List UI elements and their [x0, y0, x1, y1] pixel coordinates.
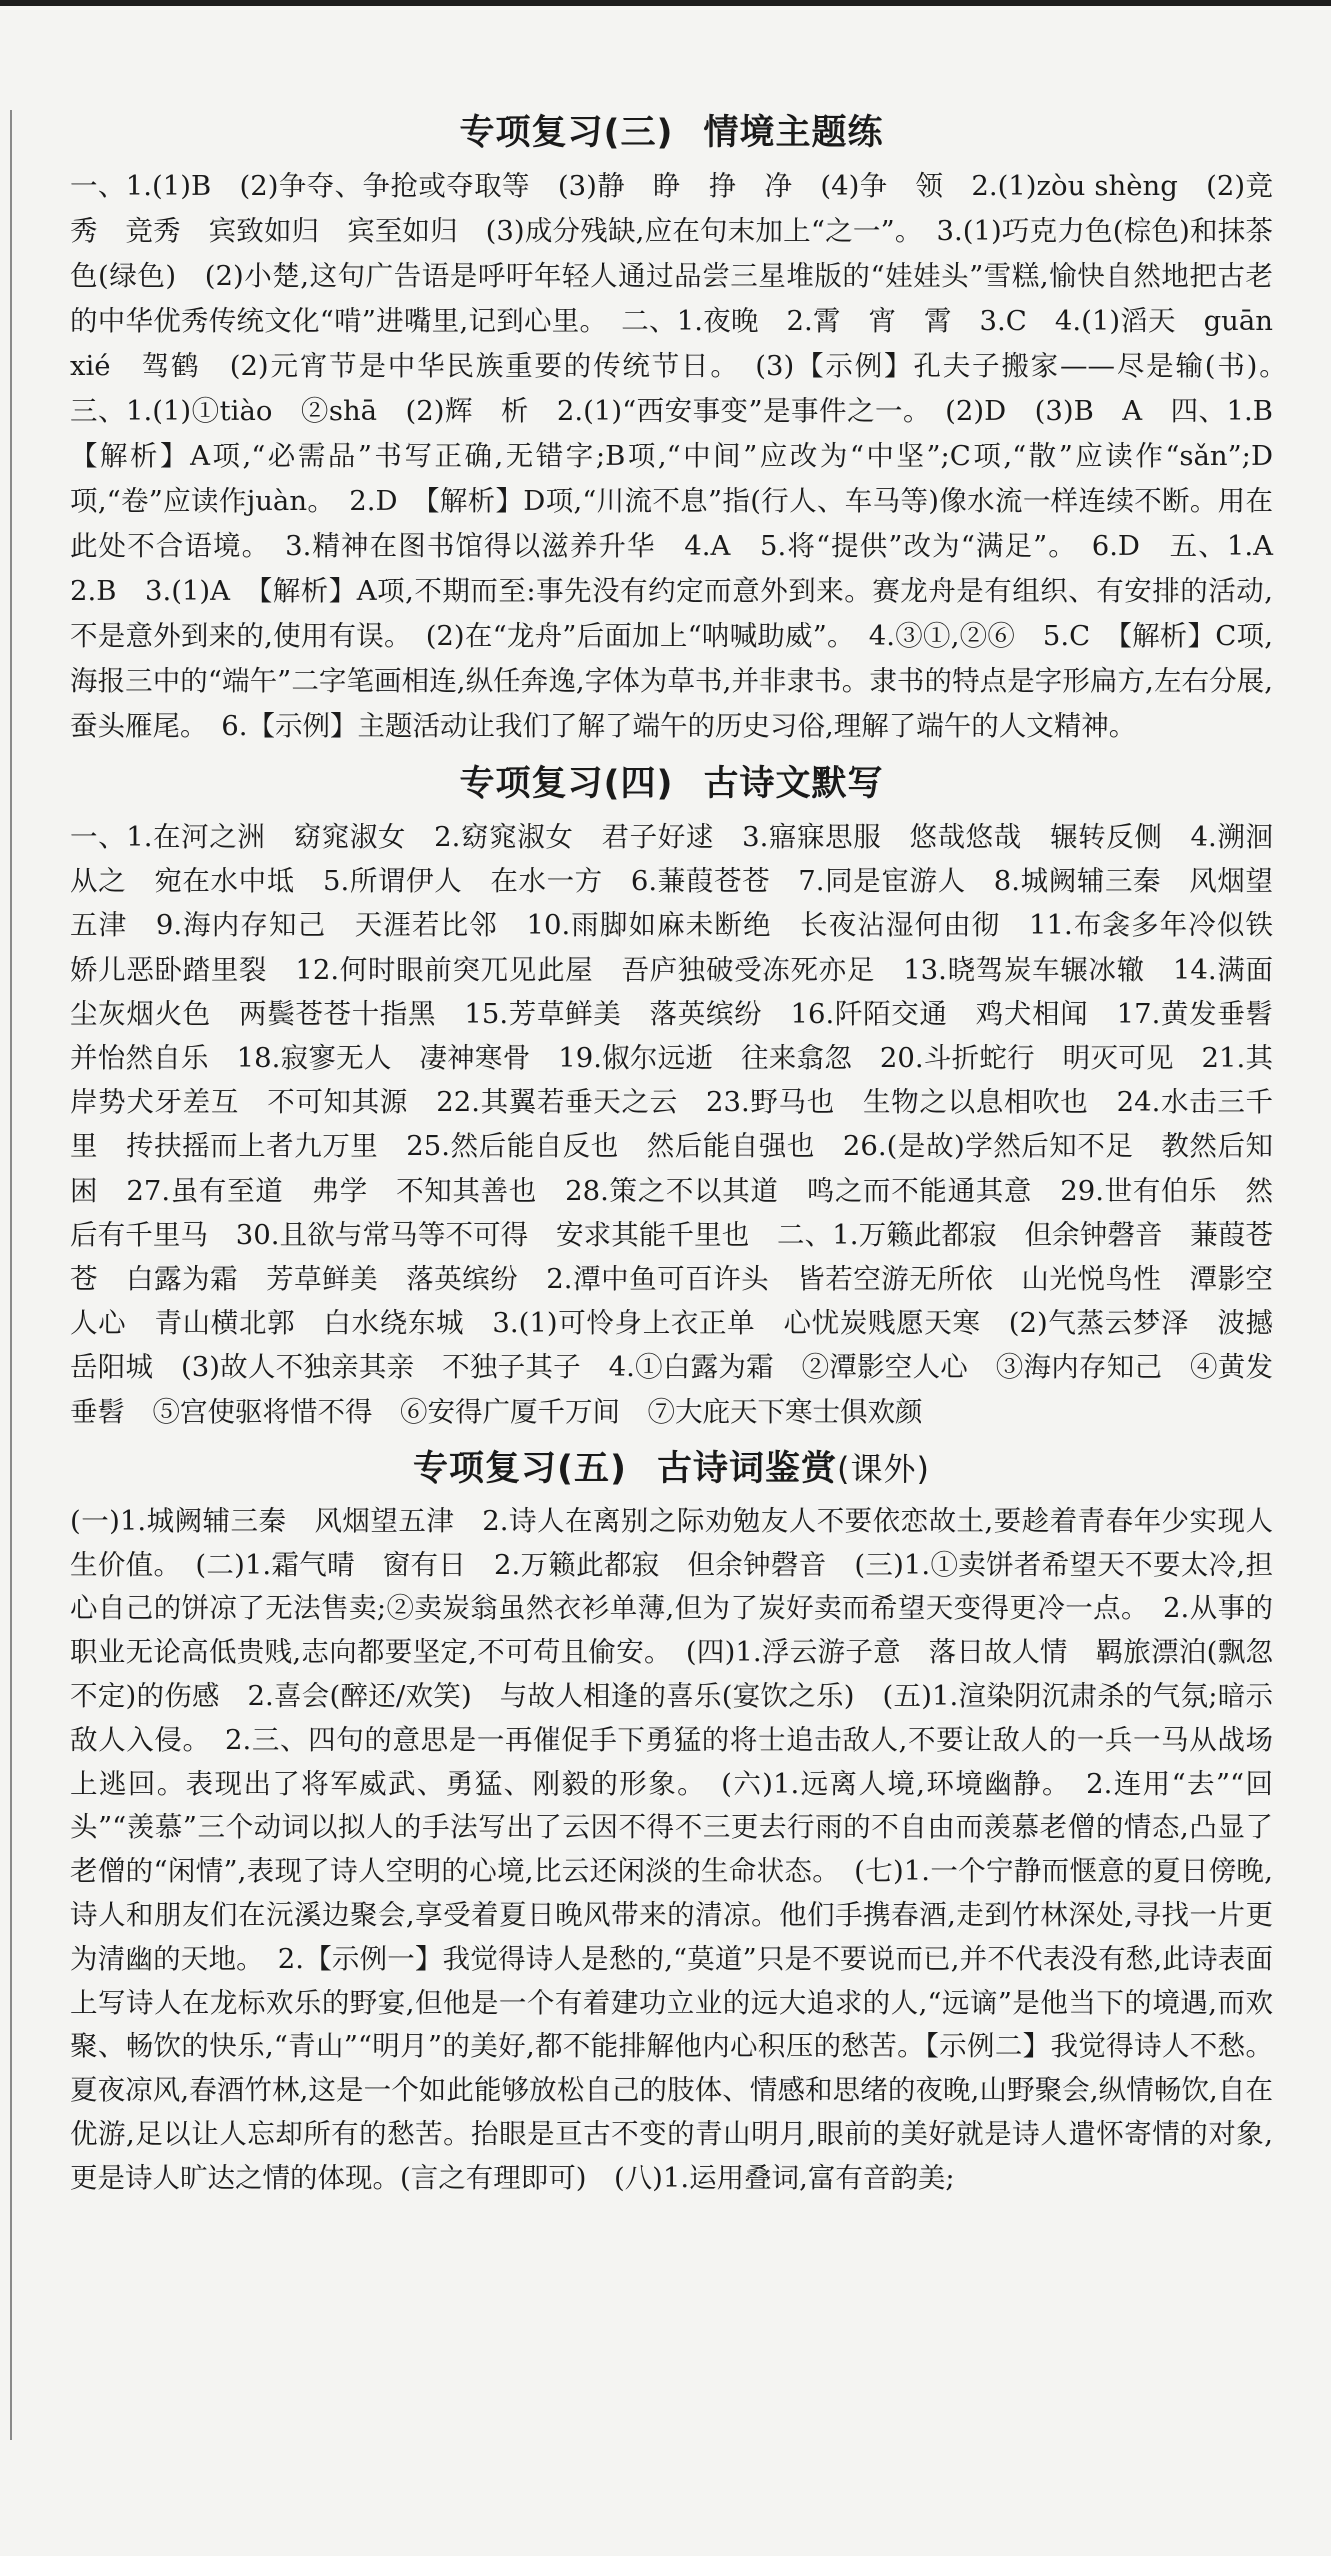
answer-paragraph: (一)1.城阙辅三秦 风烟望五津 2.诗人在离别之际劝勉友人不要依恋故土,要趁着青春年少实现人生价值。 (二)1.霜气晴 窗有日 2.万籁此都寂 但余钟磬音 (三)1.①卖饼者希望天不要太冷,担心自己的饼凉了无法售卖;②卖炭翁虽然衣衫单薄,但为了炭好卖而希望天变得更冷一点。 2.从事的职业无论高低贵贱,志向都要坚定,不可苟且偷安。 (四)1.浮云游子意 落日故人情 羁旅漂泊(飘忽不定)的伤感 2.喜会(醉还/欢笑) 与故人相逢的喜乐(宴饮之乐) (五)1.渲染阴沉肃杀的气氛;暗示敌人入侵。 2.三、四句的意思是一再催促手下勇猛的将士追击敌人,不要让敌人的一兵一马从战场上逃回。表现出了将军威武、勇猛、刚毅的形象。 (六)1.远离人境,环境幽静。 2.连用“去”“回头”“羡慕”三个动词以拟人的手法写出了云因不得不三更去行雨的不自由而羡慕老僧的情态,凸显了老僧的“闲情”,表现了诗人空明的心境,比云还闲淡的生命状态。 (七)1.一个宁静而惬意的夏日傍晚,诗人和朋友们在沅溪边聚会,享受着夏日晚风带来的清凉。他们手携春酒,走到竹林深处,寻找一片更为清幽的天地。 2.【示例一】我觉得诗人是愁的,“莫道”只是不要说而已,并不代表没有愁,此诗表面上写诗人在龙标欢乐的野宴,但他是一个有着建功立业的远大追求的人,“远谪”是他当下的境遇,而欢聚、畅饮的快乐,“青山”“明月”的美好,都不能排解他内心积压的愁苦。【示例二】我觉得诗人不愁。夏夜凉风,春酒竹林,这是一个如此能够放松自己的肢体、情感和思绪的夜晚,山野聚会,纵情畅饮,自在优游,足以让人忘却所有的愁苦。抬眼是亘古不变的青山明月,眼前的美好就是诗人遣怀寄情的对象,更是诗人旷达之情的体现。(言之有理即可) (八)1.运用叠词,富有音韵美;	[70, 1504, 1273, 2194]
section-title-sub: 古诗词鉴赏	[657, 1448, 838, 1489]
section-title	[70, 104, 1273, 162]
section-title	[70, 755, 1273, 813]
answer-paragraph: 一、1.在河之洲 窈窕淑女 2.窈窕淑女 君子好逑 3.寤寐思服 悠哉悠哉 辗转反侧 4.溯洄从之 宛在水中坻 5.所谓伊人 在水一方 6.蒹葭苍苍 7.同是宦游人 8.城阙辅三秦 风烟望五津 9.海内存知己 天涯若比邻 10.雨脚如麻未断绝 长夜沾湿何由彻 11.布衾多年冷似铁 娇儿恶卧踏里裂 12.何时眼前突兀见此屋 吾庐独破受冻死亦足 13.晓驾炭车辗冰辙 14.满面尘灰烟火色 两鬓苍苍十指黑 15.芳草鲜美 落英缤纷 16.阡陌交通 鸡犬相闻 17.黄发垂髫 并怡然自乐 18.寂寥无人 凄神寒骨 19.俶尔远逝 往来翕忽 20.斗折蛇行 明灭可见 21.其岸势犬牙差互 不可知其源 22.其翼若垂天之云 23.野马也 生物之以息相吹也 24.水击三千里 抟扶摇而上者九万里 25.然后能自反也 然后能自强也 26.(是故)学然后知不足 教然后知困 27.虽有至道 弗学 不知其善也 28.策之不以其道 鸣之而不能通其意 29.世有伯乐 然后有千里马 30.且欲与常马等不可得 安求其能千里也 二、1.万籁此都寂 但余钟磬音 蒹葭苍苍 白露为霜 芳草鲜美 落英缤纷 2.潭中鱼可百许头 皆若空游无所依 山光悦鸟性 潭影空人心 青山横北郭 白水绕东城 3.(1)可怜身上衣正单 心忧炭贱愿天寒 (2)气蒸云梦泽 波撼岳阳城 (3)故人不独亲其亲 不独子其子 4.①白露为霜 ②潭影空人心 ③海内存知己 ④黄发垂髫 ⑤宫使驱将惜不得 ⑥安得广厦千万间 ⑦大庇天下寒士俱欢颜	[70, 821, 1301, 1428]
section-title-main: 专项复习(五)	[413, 1448, 627, 1489]
section-review-5	[70, 1440, 1273, 2201]
section-answers	[70, 1500, 1273, 2201]
left-margin-line	[10, 110, 12, 2440]
section-title-sub: 情境主题练	[703, 113, 884, 153]
section-title	[70, 1440, 1273, 1498]
section-answers	[70, 164, 1301, 749]
answer-paragraph: 一、1.(1)B (2)争夺、争抢或夺取等 (3)静 睁 挣 净 (4)争 领 2.(1)zòu shèng (2)竞秀 竞秀 宾致如归 宾至如归 (3)成分残缺,应在句末加上“之一”。 3.(1)巧克力色(棕色)和抹茶色(绿色) (2)小楚,这句广告语是呼吁年轻人通过品尝三星堆版的“娃娃头”雪糕,愉快自然地把古老的中华优秀传统文化“啃”进嘴里,记到心里。 二、1.夜晚 2.霄 宵 霄 3.C 4.(1)滔天 guān xié 驾鹤 (2)元宵节是中华民族重要的传统节日。 (3)【示例】孔夫子搬家——尽是输(书)。 三、1.(1)①tiào ②shā (2)辉 析 2.(1)“西安事变”是事件之一。 (2)D (3)B A 四、1.B 【解析】A项,“必需品”书写正确,无错字;B项,“中间”应改为“中坚”;C项,“散”应读作“sǎn”;D项,“卷”应读作juàn。 2.D 【解析】D项,“川流不息”指(行人、车马等)像水流一样连续不断。用在此处不合语境。 3.精神在图书馆得以滋养升华 4.A 5.将“提供”改为“满足”。 6.D 五、1.A 2.B 3.(1)A 【解析】A项,不期而至:事先没有约定而意外到来。赛龙舟是有组织、有安排的活动,不是意外到来的,使用有误。 (2)在“龙舟”后面加上“呐喊助威”。 4.③①,②⑥ 5.C 【解析】C项,海报三中的“端午”二字笔画相连,纵任奔逸,字体为草书,并非隶书。隶书的特点是字形扁方,左右分展,蚕头雁尾。 6.【示例】主题活动让我们了解了端午的历史习俗,理解了端午的人文精神。	[70, 170, 1301, 742]
section-review-4	[70, 755, 1301, 1434]
section-review-3	[70, 104, 1301, 749]
section-title-sub: 古诗文默写	[703, 764, 884, 804]
section-title-main: 专项复习(四)	[459, 764, 674, 804]
section-title-note: (课外)	[837, 1449, 930, 1488]
section-answers	[70, 815, 1301, 1434]
top-border	[0, 0, 1331, 6]
section-title-main: 专项复习(三)	[459, 113, 674, 153]
